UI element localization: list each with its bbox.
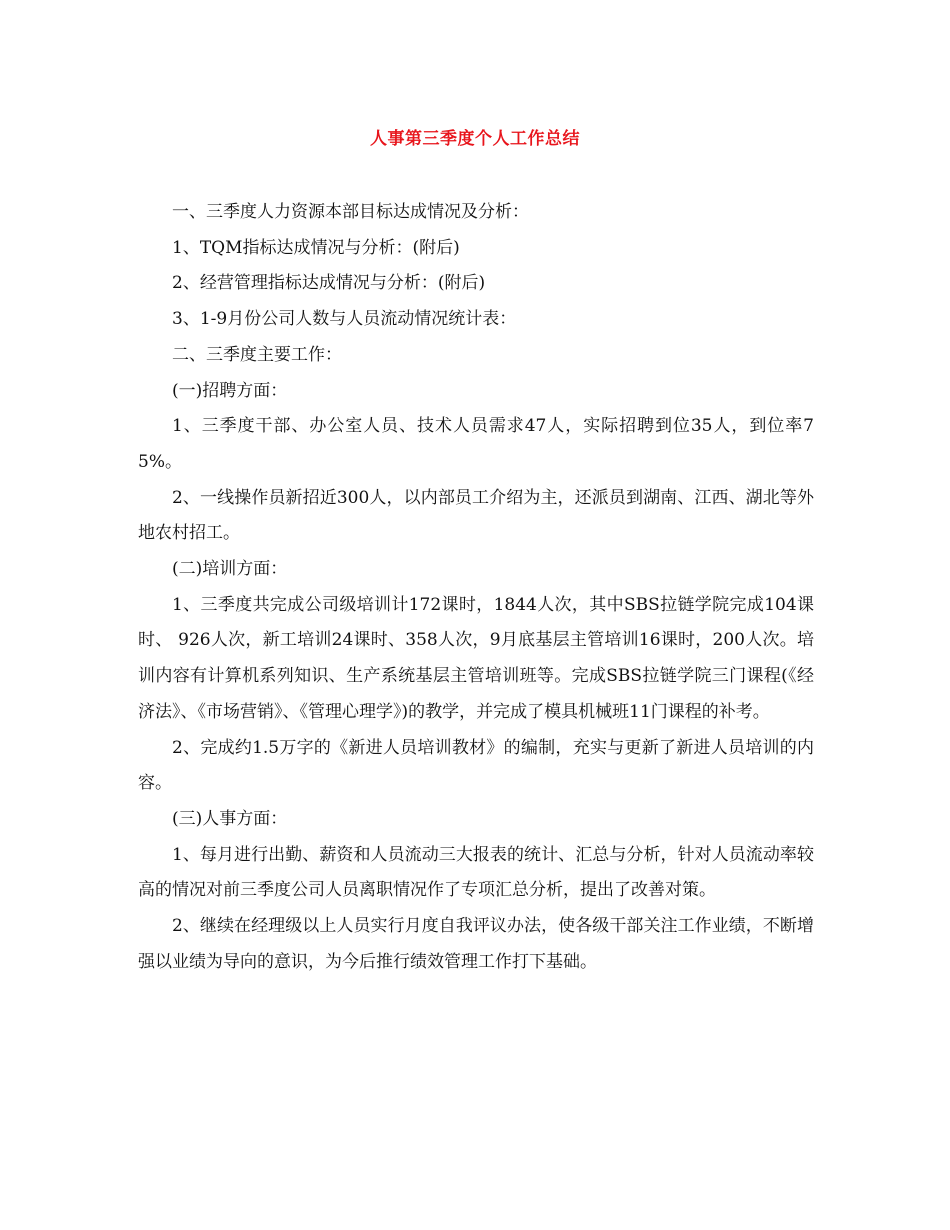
paragraph-personnel-1: 1、每月进行出勤、薪资和人员流动三大报表的统计、汇总与分析，针对人员流动率较高的情况对前三季度公司人员离职情况作了专项汇总分析，提出了改善对策。 bbox=[138, 844, 814, 901]
paragraph-recruitment-1: 1、三季度干部、办公室人员、技术人员需求47人，实际招聘到位35人，到位率75%。 bbox=[138, 416, 814, 472]
paragraph-personnel-2: 2、继续在经理级以上人员实行月度自我评议办法，使各级干部关注工作业绩，不断增强以业绩为导向的意识，为今后推行绩效管理工作打下基础。 bbox=[138, 916, 814, 972]
paragraph-training-1: 1、三季度共完成公司级培训计172课时，1844人次，其中SBS拉链学院完成104课时、 926人次，新工培训24课时、358人次，9月底基层主管培训16课时，200人次。培训内容有计算机系列知识、生产系统基层主管培训班等。完成SBS拉链学院三门课程(《经济法》、《市场营销》、《管理心理学》)的教学，并完成了模具机械班11门课程的补考。 bbox=[138, 594, 814, 722]
paragraph-training-2: 2、完成约1.5万字的《新进人员培训教材》的编制，充实与更新了新进人员培训的内容。 bbox=[138, 737, 814, 794]
document-title: 人事第三季度个人工作总结 bbox=[370, 129, 580, 149]
list-item-headcount: 3、1-9月份公司人数与人员流动情况统计表： bbox=[172, 309, 517, 330]
subsection-heading-training: (二)培训方面： bbox=[172, 559, 288, 580]
document-body bbox=[138, 195, 814, 980]
section-heading-main-work: 二、三季度主要工作： bbox=[172, 344, 342, 365]
list-item-tqm: 1、TQM指标达成情况与分析：(附后) bbox=[172, 237, 460, 258]
section-heading-targets: 一、三季度人力资源本部目标达成情况及分析： bbox=[172, 202, 529, 222]
list-item-management: 2、经营管理指标达成情况与分析：(附后) bbox=[172, 273, 486, 294]
subsection-heading-personnel: (三)人事方面： bbox=[172, 808, 288, 829]
subsection-heading-recruitment: (一)招聘方面： bbox=[172, 380, 288, 401]
paragraph-recruitment-2: 2、一线操作员新招近300人，以内部员工介绍为主，还派员到湖南、江西、湖北等外地农村招工。 bbox=[138, 487, 814, 544]
